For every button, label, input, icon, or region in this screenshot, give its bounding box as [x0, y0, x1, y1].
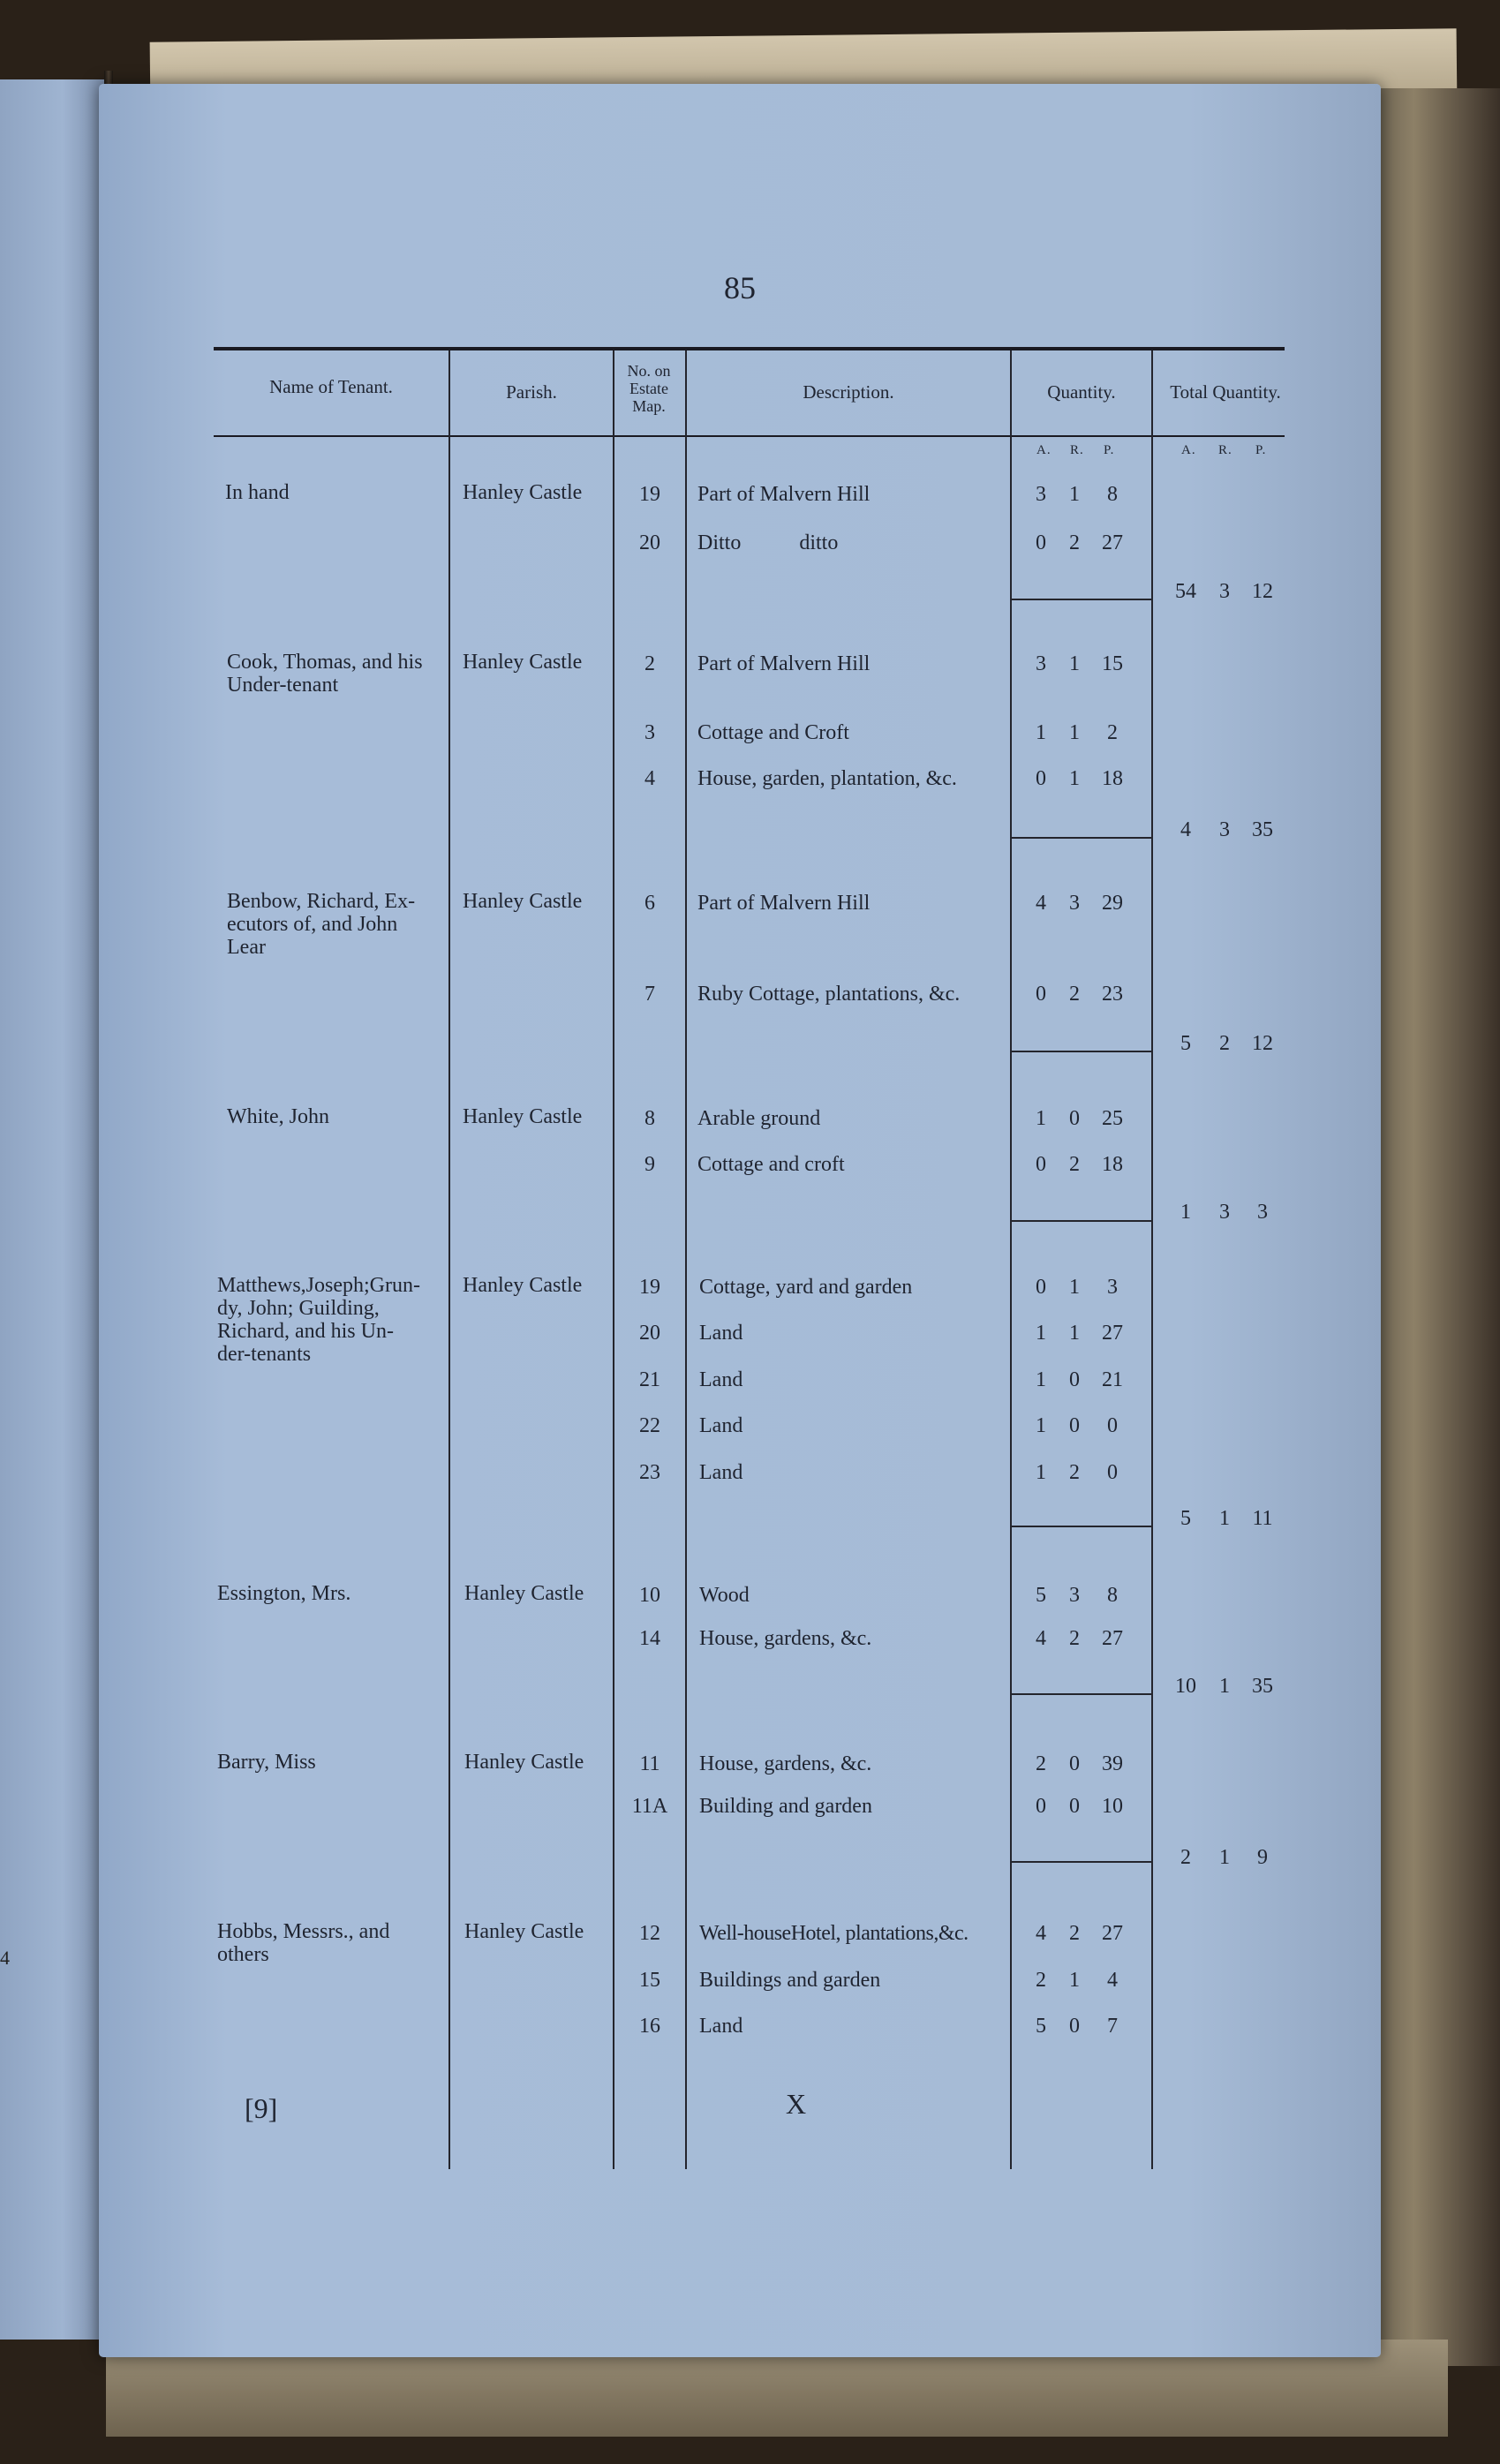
quantity-roods: 1: [1069, 1276, 1080, 1299]
quantity-perches: 3: [1107, 1276, 1118, 1299]
parcel-description: Buildings and garden: [699, 1969, 881, 1992]
estate-map-number: 21: [639, 1368, 660, 1391]
total-roods: 3: [1219, 818, 1230, 841]
quantity-roods: 3: [1069, 892, 1080, 915]
quantity-acres: 0: [1036, 531, 1046, 554]
total-roods: 1: [1219, 1675, 1230, 1698]
total-perches: 3: [1257, 1201, 1268, 1224]
header-total-quantity: Total Quantity.: [1170, 381, 1281, 403]
estate-map-number: 23: [639, 1461, 660, 1484]
parcel-description: House, gardens, &c.: [699, 1752, 872, 1775]
subhead-quantity-acres: A.: [1036, 443, 1052, 457]
page-stack-right: [1377, 88, 1500, 2366]
parish-name: Hanley Castle: [463, 1274, 583, 1297]
tenant-name: Barry, Miss: [217, 1751, 316, 1774]
estate-map-number: 10: [639, 1584, 660, 1607]
parcel-description: Part of Malvern Hill: [697, 652, 871, 675]
quantity-acres: 3: [1036, 483, 1046, 506]
total-roods: 1: [1219, 1846, 1230, 1869]
page-number: 85: [724, 270, 756, 305]
left-page-edge: [0, 79, 107, 2340]
estate-map-number: 19: [639, 483, 660, 506]
quantity-acres: 2: [1036, 1752, 1046, 1775]
quantity-roods: 2: [1069, 1461, 1080, 1484]
estate-map-number: 2: [644, 652, 655, 675]
tenant-name: Cook, Thomas, and his Under-tenant: [227, 651, 423, 697]
quantity-perches: 27: [1102, 1922, 1123, 1945]
total-acres: 5: [1180, 1032, 1191, 1055]
quantity-roods: 3: [1069, 1584, 1080, 1607]
quantity-perches: 23: [1102, 983, 1123, 1006]
quantity-roods: 0: [1069, 1795, 1080, 1818]
quantity-perches: 15: [1102, 652, 1123, 675]
quantity-perches: 25: [1102, 1107, 1123, 1130]
total-acres: 2: [1180, 1846, 1191, 1869]
quantity-perches: 8: [1107, 483, 1118, 506]
quantity-perches: 18: [1102, 767, 1123, 790]
total-perches: 9: [1257, 1846, 1268, 1869]
parish-name: Hanley Castle: [464, 1751, 584, 1774]
quantity-roods: 1: [1069, 767, 1080, 790]
quantity-perches: 8: [1107, 1584, 1118, 1607]
subhead-total-roods: R.: [1218, 443, 1232, 457]
quantity-roods: 0: [1069, 1752, 1080, 1775]
total-roods: 1: [1219, 1507, 1230, 1530]
parcel-description: Arable ground: [697, 1107, 821, 1130]
left-margin-mark: 4: [0, 1947, 10, 1969]
page-reference-bracket: [9]: [245, 2092, 278, 2124]
subhead-quantity-roods: R.: [1070, 443, 1084, 457]
quantity-perches: 4: [1107, 1969, 1118, 1992]
tenant-name: Hobbs, Messrs., and others: [217, 1920, 390, 1966]
quantity-acres: 1: [1036, 1414, 1046, 1437]
quantity-acres: 1: [1036, 1461, 1046, 1484]
parcel-description: Wood: [699, 1584, 750, 1607]
quantity-perches: 29: [1102, 892, 1123, 915]
quantity-perches: 0: [1107, 1461, 1118, 1484]
estate-map-number: 3: [644, 721, 655, 744]
header-name-of-tenant: Name of Tenant.: [269, 376, 393, 397]
quantity-acres: 4: [1036, 892, 1046, 915]
quantity-acres: 1: [1036, 1368, 1046, 1391]
quantity-perches: 27: [1102, 531, 1123, 554]
column-divider: [1010, 350, 1012, 2169]
quantity-acres: 1: [1036, 721, 1046, 744]
quantity-perches: 21: [1102, 1368, 1123, 1391]
total-acres: 54: [1175, 580, 1196, 603]
header-parish: Parish.: [506, 381, 557, 403]
parcel-description: House, gardens, &c.: [699, 1627, 872, 1650]
quantity-perches: 2: [1107, 721, 1118, 744]
parcel-description: House, garden, plantation, &c.: [697, 767, 957, 790]
quantity-acres: 0: [1036, 983, 1046, 1006]
total-acres: 1: [1180, 1201, 1191, 1224]
quantity-acres: 0: [1036, 1276, 1046, 1299]
quantity-acres: 5: [1036, 1584, 1046, 1607]
parcel-description: Cottage, yard and garden: [699, 1276, 913, 1299]
tenant-name: In hand: [225, 481, 290, 504]
parish-name: Hanley Castle: [463, 651, 583, 674]
subtotal-rule: [1010, 837, 1151, 839]
estate-map-number: 16: [639, 2015, 660, 2038]
quantity-roods: 2: [1069, 1922, 1080, 1945]
quantity-perches: 18: [1102, 1153, 1123, 1176]
parcel-description: Land: [699, 1414, 743, 1437]
parish-name: Hanley Castle: [463, 481, 583, 504]
quantity-acres: 0: [1036, 767, 1046, 790]
tenant-name: White, John: [227, 1105, 329, 1128]
parish-name: Hanley Castle: [464, 1920, 584, 1943]
quantity-roods: 1: [1069, 483, 1080, 506]
quantity-roods: 1: [1069, 721, 1080, 744]
column-divider: [613, 350, 614, 2169]
quantity-perches: 0: [1107, 1414, 1118, 1437]
quantity-roods: 0: [1069, 1107, 1080, 1130]
parish-name: Hanley Castle: [463, 890, 583, 913]
tenant-name: Matthews,Joseph;Grun- dy, John; Guilding, Richard, and his Un- der-tenants: [217, 1274, 420, 1366]
subtotal-rule: [1010, 599, 1151, 600]
parcel-description: Building and garden: [699, 1795, 872, 1818]
quantity-perches: 39: [1102, 1752, 1123, 1775]
total-acres: 4: [1180, 818, 1191, 841]
estate-map-number: 14: [639, 1627, 660, 1650]
quantity-roods: 1: [1069, 1969, 1080, 1992]
quantity-acres: 0: [1036, 1795, 1046, 1818]
quantity-perches: 27: [1102, 1322, 1123, 1345]
estate-map-number: 11: [639, 1752, 660, 1775]
column-divider: [685, 350, 687, 2169]
parcel-description: Land: [699, 2015, 743, 2038]
quantity-perches: 7: [1107, 2015, 1118, 2038]
total-roods: 3: [1219, 1201, 1230, 1224]
quantity-perches: 27: [1102, 1627, 1123, 1650]
quantity-acres: 2: [1036, 1969, 1046, 1992]
total-roods: 3: [1219, 580, 1230, 603]
quantity-roods: 2: [1069, 1153, 1080, 1176]
column-divider: [448, 350, 450, 2169]
quantity-acres: 3: [1036, 652, 1046, 675]
subtotal-rule: [1010, 1861, 1151, 1863]
tenant-name: Essington, Mrs.: [217, 1582, 351, 1605]
quantity-acres: 1: [1036, 1322, 1046, 1345]
subhead-quantity-perches: P.: [1104, 443, 1115, 457]
parcel-description: Ruby Cottage, plantations, &c.: [697, 983, 961, 1006]
quantity-perches: 10: [1102, 1795, 1123, 1818]
column-divider: [1151, 350, 1153, 2169]
total-perches: 12: [1252, 580, 1273, 603]
parcel-description: Ditto ditto: [697, 531, 839, 554]
quantity-roods: 0: [1069, 1414, 1080, 1437]
parcel-description: Land: [699, 1461, 743, 1484]
parcel-description: Cottage and Croft: [697, 721, 849, 744]
total-roods: 2: [1219, 1032, 1230, 1055]
total-perches: 35: [1252, 818, 1273, 841]
quantity-roods: 1: [1069, 652, 1080, 675]
signature-mark: X: [786, 2088, 807, 2120]
estate-map-number: 22: [639, 1414, 660, 1437]
estate-map-number: 4: [644, 767, 655, 790]
subtotal-rule: [1010, 1051, 1151, 1052]
parcel-description: Part of Malvern Hill: [697, 483, 871, 506]
quantity-acres: 4: [1036, 1627, 1046, 1650]
parish-name: Hanley Castle: [464, 1582, 584, 1605]
subtotal-rule: [1010, 1526, 1151, 1527]
estate-map-number: 6: [644, 892, 655, 915]
total-acres: 5: [1180, 1507, 1191, 1530]
estate-map-number: 20: [639, 1322, 660, 1345]
subtotal-rule: [1010, 1693, 1151, 1695]
header-estate-map: No. on Estate Map.: [627, 362, 671, 415]
total-perches: 11: [1252, 1507, 1273, 1530]
quantity-acres: 0: [1036, 1153, 1046, 1176]
quantity-roods: 0: [1069, 1368, 1080, 1391]
subtotal-rule: [1010, 1220, 1151, 1222]
quantity-acres: 5: [1036, 2015, 1046, 2038]
parish-name: Hanley Castle: [463, 1105, 583, 1128]
estate-map-number: 19: [639, 1276, 660, 1299]
header-quantity: Quantity.: [1047, 381, 1116, 403]
subhead-total-perches: P.: [1255, 443, 1267, 457]
total-perches: 35: [1252, 1675, 1273, 1698]
quantity-roods: 2: [1069, 983, 1080, 1006]
estate-map-number: 11A: [631, 1795, 668, 1818]
parcel-description: Land: [699, 1322, 743, 1345]
estate-map-number: 12: [639, 1922, 660, 1945]
estate-map-number: 20: [639, 531, 660, 554]
parcel-description: Cottage and croft: [697, 1153, 845, 1176]
quantity-acres: 4: [1036, 1922, 1046, 1945]
parcel-description: Well-houseHotel, plantations,&c.: [699, 1922, 969, 1945]
quantity-roods: 2: [1069, 531, 1080, 554]
header-bottom-rule: [214, 435, 1285, 437]
subhead-total-acres: A.: [1181, 443, 1196, 457]
estate-map-number: 15: [639, 1969, 660, 1992]
quantity-roods: 1: [1069, 1322, 1080, 1345]
estate-map-number: 8: [644, 1107, 655, 1130]
estate-map-number: 9: [644, 1153, 655, 1176]
parcel-description: Land: [699, 1368, 743, 1391]
header-description: Description.: [803, 381, 894, 403]
tenant-name: Benbow, Richard, Ex- ecutors of, and John Lear: [227, 890, 416, 959]
quantity-acres: 1: [1036, 1107, 1046, 1130]
parcel-description: Part of Malvern Hill: [697, 892, 871, 915]
total-perches: 12: [1252, 1032, 1273, 1055]
ledger-page: [99, 84, 1381, 2357]
estate-map-number: 7: [644, 983, 655, 1006]
quantity-roods: 2: [1069, 1627, 1080, 1650]
quantity-roods: 0: [1069, 2015, 1080, 2038]
total-acres: 10: [1175, 1675, 1196, 1698]
header-top-rule: [214, 347, 1285, 350]
